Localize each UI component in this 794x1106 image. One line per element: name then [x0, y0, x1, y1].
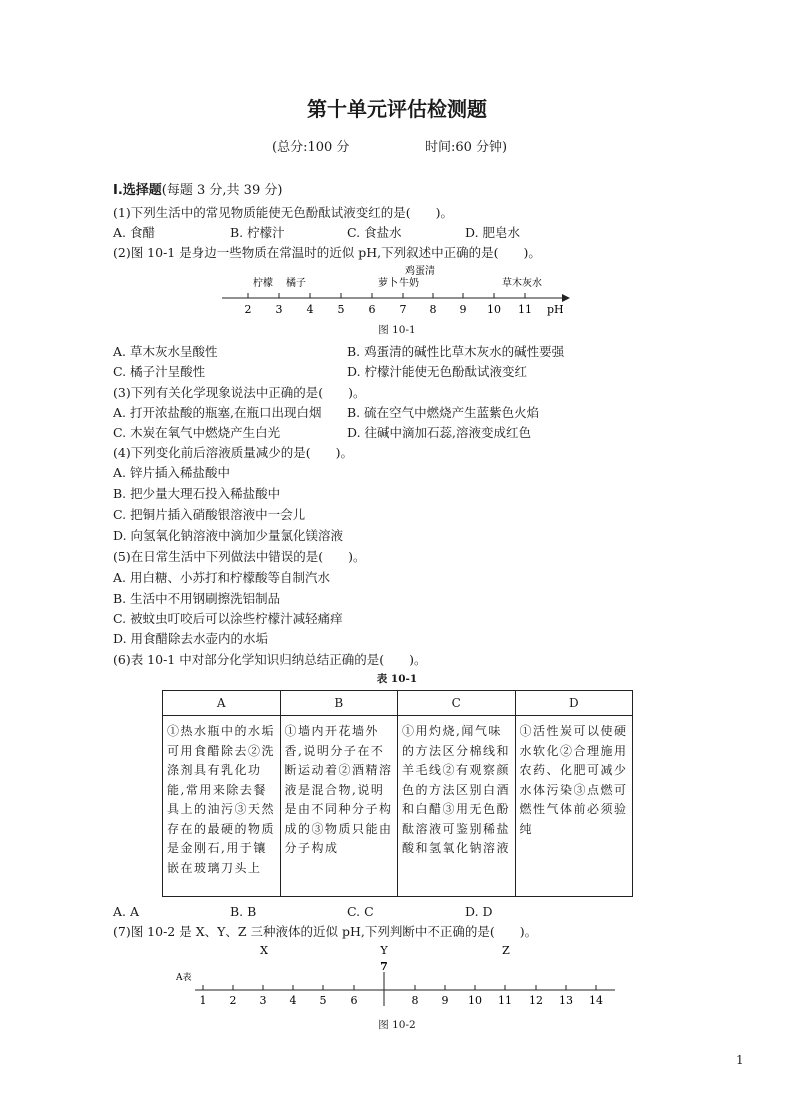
tick-label: 9	[459, 303, 467, 316]
column-header-d: D	[515, 691, 633, 716]
label-radish: 萝卜	[378, 278, 398, 289]
q4-option-d: D. 向氢氧化钠溶液中滴加少量氯化镁溶液	[113, 528, 344, 543]
tick-label: 3	[259, 994, 267, 1007]
question-2-stem: (2)图 10-1 是身边一些物质在常温时的近似 pH,下列叙述中正确的是( )。	[113, 245, 541, 260]
q5-option-b: B. 生活中不用钢刷擦洗铝制品	[113, 591, 281, 606]
knowledge-table	[162, 690, 633, 897]
question-3-stem: (3)下列有关化学现象说法中正确的是( )。	[113, 385, 366, 400]
table-cell-a: ①热水瓶中的水垢可用食醋除去②洗涤剂具有乳化功能,常用来除去餐具上的油污③天然存在的最硬的物质是金刚石,用于镶嵌在玻璃刀头上	[163, 716, 281, 897]
table-cell-d: ①活性炭可以使硬水软化②合理施用农药、化肥可减少水体污染③点燃可燃性气体前必须验纯	[515, 716, 633, 897]
label-x: X	[260, 944, 268, 957]
q5-option-a: A. 用白糖、小苏打和柠檬酸等自制汽水	[113, 570, 330, 585]
tick-label: 7	[399, 303, 407, 316]
label-plant-ash: 草木灰水	[502, 278, 542, 289]
section-number: Ⅰ.	[113, 183, 123, 198]
q4-option-a: A. 锌片插入稀盐酸中	[113, 465, 230, 480]
page-number: 1	[736, 1053, 744, 1067]
center-value-7: 7	[380, 960, 388, 973]
tick-label: 8	[429, 303, 437, 316]
tick-label: 6	[350, 994, 358, 1007]
q5-option-c: C. 被蚊虫叮咬后可以涂些柠檬汁减轻痛痒	[113, 611, 343, 626]
tick-label: 2	[244, 303, 252, 316]
q3-option-d: D. 往碱中滴加石蕊,溶液变成红色	[347, 425, 531, 440]
tick-label: 11	[518, 303, 532, 316]
label-lemon: 柠檬	[253, 278, 273, 289]
label-orange: 橘子	[286, 278, 306, 289]
ph-axis-label: pH	[547, 303, 564, 316]
q1-option-d: D. 肥皂水	[465, 225, 521, 240]
question-7-stem: (7)图 10-2 是 X、Y、Z 三种液体的近似 pH,下列判断中不正确的是( )。	[113, 924, 538, 939]
q4-option-c: C. 把铜片插入硝酸银溶液中一会儿	[113, 507, 306, 522]
table-cell-b: ①墙内开花墙外香,说明分子在不断运动着②酒精溶液是混合物,说明是由不同种分子构成的③物质只能由分子构成	[280, 716, 398, 897]
section-note: (每题 3 分,共 39 分)	[161, 183, 283, 198]
q2-option-b: B. 鸡蛋清的碱性比草木灰水的碱性要强	[347, 344, 565, 359]
left-axis-label: A表	[176, 973, 192, 983]
q3-option-c: C. 木炭在氧气中燃烧产生白光	[113, 425, 281, 440]
figure-10-1-caption: 图 10-1	[378, 324, 416, 336]
tick-label: 12	[529, 994, 543, 1007]
question-1-stem: (1)下列生活中的常见物质能使无色酚酞试液变红的是( )。	[113, 205, 453, 220]
q1-option-b: B. 柠檬汁	[230, 225, 285, 240]
q5-option-d: D. 用食醋除去水壶内的水垢	[113, 631, 269, 646]
column-header-b: B	[280, 691, 398, 716]
ph-figure-10-1	[0, 262, 794, 320]
tick-label: 4	[306, 303, 314, 316]
q2-option-a: A. 草木灰水呈酸性	[113, 344, 218, 359]
label-y: Y	[380, 944, 388, 957]
label-egg-white: 鸡蛋清	[405, 266, 435, 277]
table-header-row	[163, 691, 633, 716]
q3-option-a: A. 打开浓盐酸的瓶塞,在瓶口出现白烟	[113, 405, 322, 420]
tick-label: 6	[368, 303, 376, 316]
ph-axis-arrow	[562, 294, 570, 302]
q2-option-d: D. 柠檬汁能使无色酚酞试液变红	[347, 364, 528, 379]
tick-label: 5	[319, 994, 327, 1007]
q6-option-a: A. A	[113, 904, 140, 919]
section-label: 选择题	[122, 183, 162, 198]
table-cell-c: ①用灼烧,闻气味的方法区分棉线和羊毛线②有观察颜色的方法区别白酒和白醋③用无色酚酞溶液可鉴别稀盐酸和氢氧化钠溶液	[398, 716, 516, 897]
tick-label: 13	[559, 994, 573, 1007]
tick-label: 14	[589, 994, 603, 1007]
q6-option-d: D. D	[465, 904, 493, 919]
q6-option-b: B. B	[230, 904, 257, 919]
q1-option-c: C. 食盐水	[347, 225, 402, 240]
q3-option-b: B. 硫在空气中燃烧产生蓝紫色火焰	[347, 405, 540, 420]
tick-label: 2	[229, 994, 237, 1007]
q6-option-c: C. C	[347, 904, 374, 919]
ph-figure-10-2	[0, 940, 794, 1016]
label-milk: 牛奶	[399, 278, 419, 289]
table-10-1-caption: 表 10-1	[376, 673, 418, 685]
column-header-c: C	[398, 691, 516, 716]
figure-10-2-caption: 图 10-2	[378, 1019, 416, 1031]
tick-label: 10	[487, 303, 501, 316]
table-row	[163, 716, 633, 897]
time-limit: 时间:60 分钟)	[425, 140, 508, 155]
tick-label: 9	[441, 994, 449, 1007]
column-header-a: A	[163, 691, 281, 716]
section-heading	[113, 179, 282, 198]
tick-label: 8	[411, 994, 419, 1007]
q2-option-c: C. 橘子汁呈酸性	[113, 364, 206, 379]
q1-option-a: A. 食醋	[113, 225, 155, 240]
tick-label: 10	[468, 994, 482, 1007]
tick-label: 1	[199, 994, 207, 1007]
tick-label: 11	[498, 994, 512, 1007]
tick-label: 3	[275, 303, 283, 316]
question-4-stem: (4)下列变化前后溶液质量减少的是( )。	[113, 445, 353, 460]
total-score: (总分:100 分	[272, 140, 350, 155]
q4-option-b: B. 把少量大理石投入稀盐酸中	[113, 486, 281, 501]
tick-label: 4	[289, 994, 297, 1007]
question-5-stem: (5)在日常生活中下列做法中错误的是( )。	[113, 549, 366, 564]
page-title: 第十单元评估检测题	[307, 97, 487, 121]
label-z: Z	[502, 944, 510, 957]
question-6-stem: (6)表 10-1 中对部分化学知识归纳总结正确的是( )。	[113, 652, 427, 667]
tick-label: 5	[337, 303, 345, 316]
